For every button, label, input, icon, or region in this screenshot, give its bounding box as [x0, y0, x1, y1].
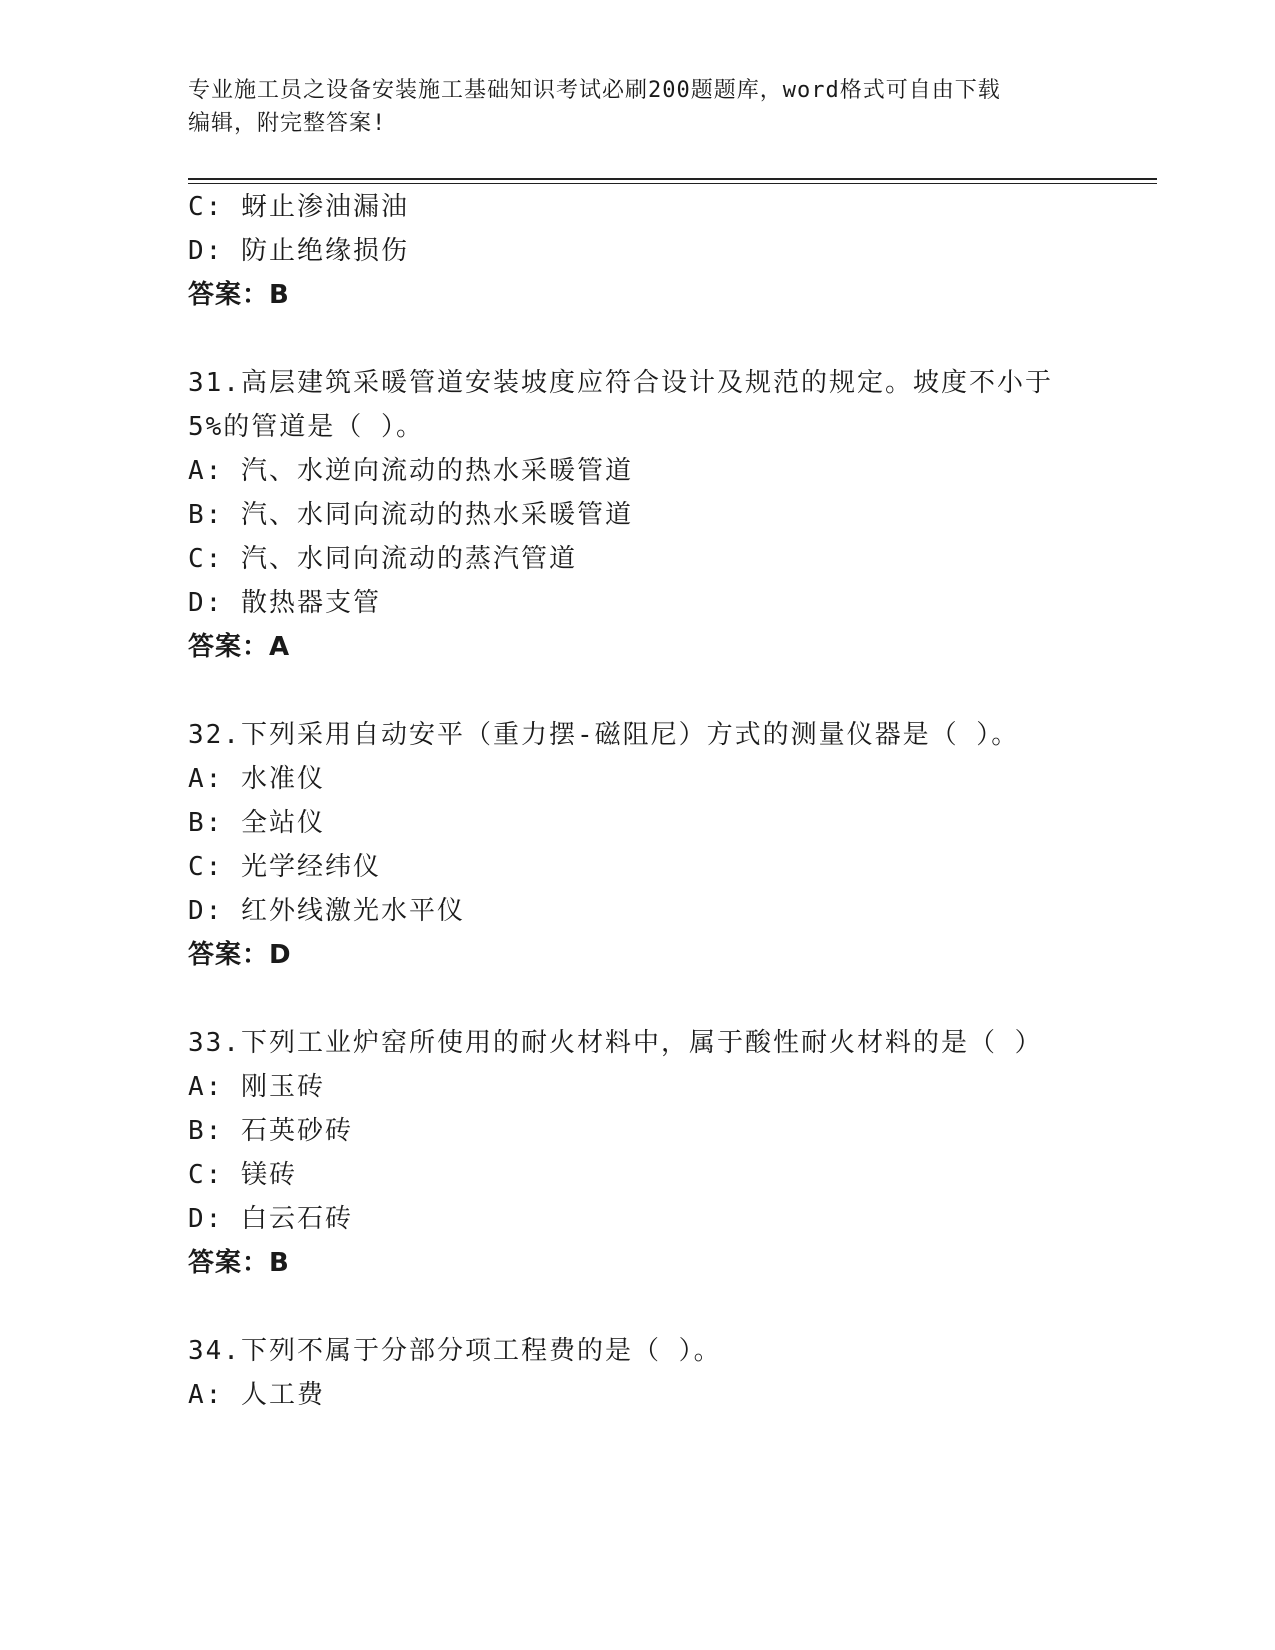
prev-option-d: D: 防止绝缘损伤 — [188, 236, 409, 266]
q31-stem-line-2: 5%的管道是（ ）。 — [188, 412, 424, 442]
header-divider-thick — [188, 178, 1157, 180]
q31-option-c: C: 汽、水同向流动的蒸汽管道 — [188, 544, 577, 574]
header-line-2: 编辑，附完整答案! — [188, 111, 387, 136]
q34-option-a: A: 人工费 — [188, 1380, 325, 1410]
q33-option-d: D: 白云石砖 — [188, 1204, 353, 1234]
q31-answer: 答案：A — [188, 632, 291, 662]
q32-option-a: A: 水准仪 — [188, 764, 325, 794]
header-line-1: 专业施工员之设备安装施工基础知识考试必刷200题题库，word格式可自由下载 — [188, 78, 1001, 103]
q31-option-a: A: 汽、水逆向流动的热水采暖管道 — [188, 456, 633, 486]
document-header — [188, 74, 1078, 140]
q33-option-b: B: 石英砂砖 — [188, 1116, 353, 1146]
prev-option-c: C: 蚜止渗油漏油 — [188, 192, 409, 222]
q31-option-b: B: 汽、水同向流动的热水采暖管道 — [188, 500, 633, 530]
prev-answer: 答案：B — [188, 280, 290, 310]
q32-stem: 32.下列采用自动安平（重力摆-磁阻尼）方式的测量仪器是（ ）。 — [188, 720, 1020, 750]
q33-option-c: C: 镁砖 — [188, 1160, 297, 1190]
header-divider-thin — [188, 183, 1157, 184]
q33-answer: 答案：B — [188, 1248, 290, 1278]
q33-option-a: A: 刚玉砖 — [188, 1072, 325, 1102]
q33-stem: 33.下列工业炉窑所使用的耐火材料中，属于酸性耐火材料的是（ ） — [188, 1028, 1043, 1058]
q31-option-d: D: 散热器支管 — [188, 588, 381, 618]
q32-option-c: C: 光学经纬仪 — [188, 852, 381, 882]
q32-option-b: B: 全站仪 — [188, 808, 325, 838]
q31-stem-line-1: 31.高层建筑采暖管道安装坡度应符合设计及规范的规定。坡度不小于 — [188, 368, 1053, 398]
q34-stem: 34.下列不属于分部分项工程费的是（ ）。 — [188, 1336, 722, 1366]
q32-answer: 答案：D — [188, 940, 292, 970]
q32-option-d: D: 红外线激光水平仪 — [188, 896, 465, 926]
